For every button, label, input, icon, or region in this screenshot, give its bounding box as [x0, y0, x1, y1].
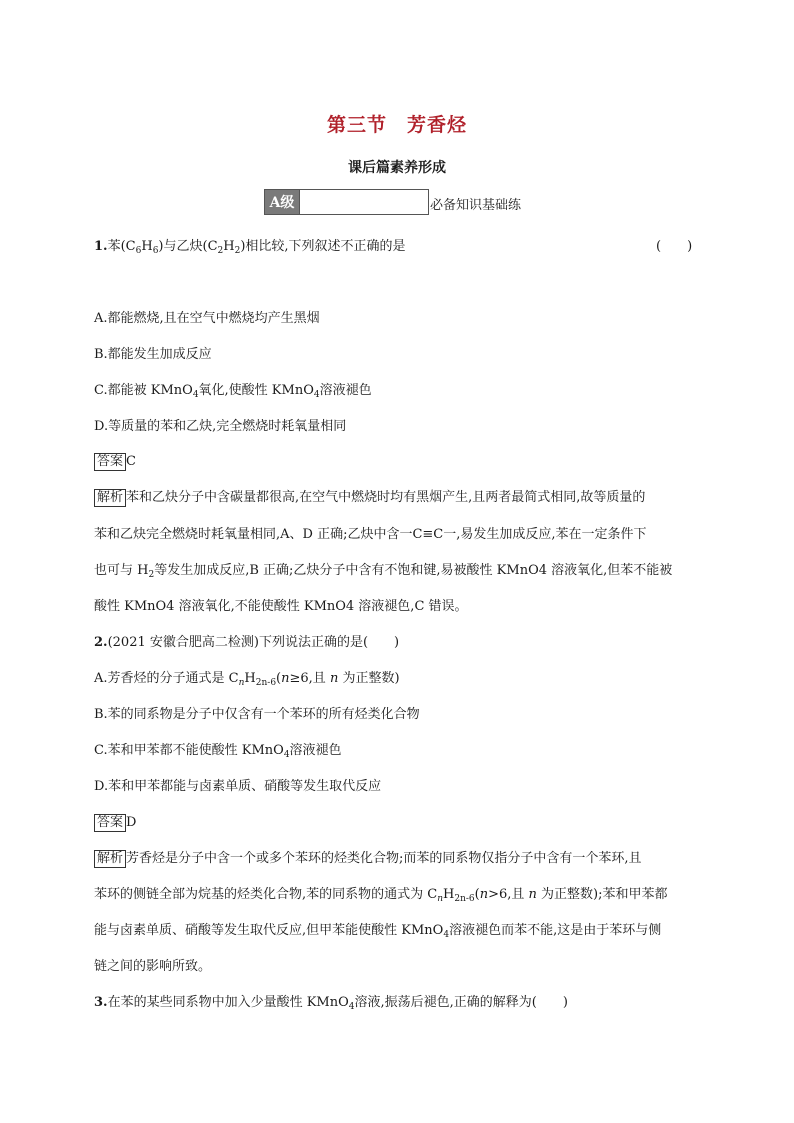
question-2-stem: 2.(2021 安徽合肥高二检测)下列说法正确的是( )	[94, 635, 400, 650]
question-2-option-a: A.芳香烃的分子通式是 $C_nH_{2n-6}(n\ge 6$,且 n 为正整数)	[94, 671, 400, 688]
question-2-analysis-line-2: 苯环的侧链全部为烷基的烃类化合物,苯的同系物的通式为 $C_nH_{2n-6}(n>6$,且 n 为正整数);苯和甲苯都	[94, 887, 668, 904]
analysis-label: 解析	[94, 489, 126, 507]
question-2-option-b: B.苯的同系物是分子中仅含有一个苯环的所有烃类化合物	[94, 707, 420, 722]
question-1-analysis-line-2: 苯和乙炔完全燃烧时耗氧量相同,A、D 正确;乙炔中含一C≡C一,易发生加成反应,苯在一定条件下	[94, 527, 647, 542]
section-subtitle: 课后篇素养形成	[348, 160, 446, 176]
question-2-option-c: C.苯和甲苯都不能使酸性 KMnO$_4$溶液褪色	[94, 743, 342, 760]
level-banner	[264, 189, 521, 215]
analysis-label: 解析	[94, 850, 126, 868]
level-badge: A级	[264, 189, 300, 215]
answer-value: C	[126, 454, 136, 469]
answer-value: D	[126, 815, 137, 830]
question-1-option-d: D.等质量的苯和乙炔,完全燃烧时耗氧量相同	[94, 419, 347, 434]
question-1-analysis-line-4: 酸性 KMnO4 溶液氧化,不能使酸性 KMnO4 溶液褪色,C 错误。	[94, 599, 468, 614]
question-2-analysis-line-3: 能与卤素单质、硝酸等发生取代反应,但甲苯能使酸性 KMnO$_4$溶液褪色而苯不能,这是由于苯环与侧	[94, 923, 662, 940]
question-1-analysis-line-3: 也可与 $H_2$等发生加成反应,B 正确;乙炔分子中含有不饱和键,易被酸性 KMnO4 溶液氧化,但苯不能被	[94, 563, 673, 580]
question-2-analysis-line-1: 解析 芳香烃是分子中含一个或多个苯环的烃类化合物;而苯的同系物仅指分子中含有一个苯环,且	[94, 850, 642, 868]
question-3-stem: 3.在苯的某些同系物中加入少量酸性 KMnO$_4$溶液,振荡后褪色,正确的解释为( )	[94, 995, 568, 1012]
question-1-analysis-line-1: 解析 苯和乙炔分子中含碳量都很高,在空气中燃烧时均有黑烟产生,且两者最简式相同,故等质量的	[94, 489, 645, 507]
question-2-analysis-line-4: 链之间的影响所致。	[94, 959, 212, 974]
question-1-answer	[94, 453, 136, 471]
question-2-answer	[94, 814, 136, 832]
section-title: 第三节 芳香烃	[326, 114, 467, 136]
question-1-option-a: A.都能燃烧,且在空气中燃烧均产生黑烟	[94, 311, 320, 326]
question-1-answer-paren: ( )	[656, 239, 693, 254]
answer-label: 答案	[94, 453, 126, 471]
answer-label: 答案	[94, 814, 126, 832]
question-1-stem: 1.苯$(C_6H_6)$与乙炔$(C_2H_2)$相比较,下列叙述不正确的是	[94, 239, 406, 256]
question-2-option-d: D.苯和甲苯都能与卤素单质、硝酸等发生取代反应	[94, 779, 382, 794]
level-text: 必备知识基础练	[430, 198, 522, 213]
question-1-option-b: B.都能发生加成反应	[94, 347, 212, 362]
question-1-option-c: C.都能被 KMnO$_4$氧化,使酸性 KMnO$_4$溶液褪色	[94, 383, 372, 400]
level-box	[300, 189, 429, 215]
